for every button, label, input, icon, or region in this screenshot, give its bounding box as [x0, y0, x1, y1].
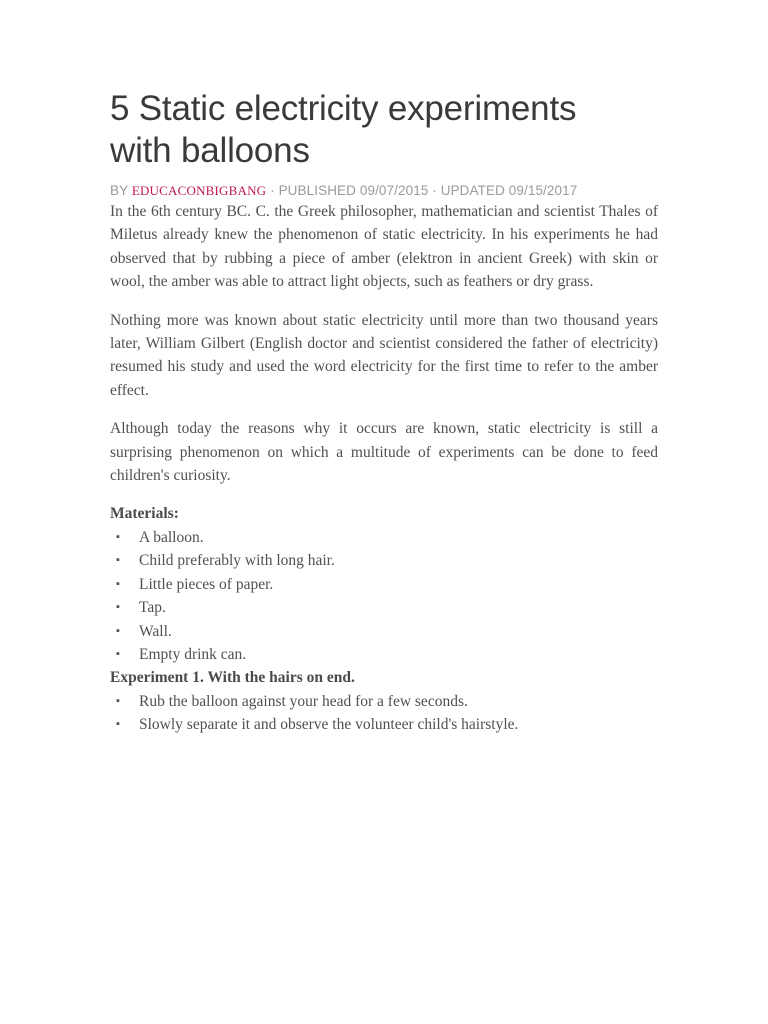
- list-item: [110, 526, 658, 549]
- bullet-icon: ▪: [116, 624, 120, 637]
- article-body: [110, 200, 658, 737]
- list-item: [110, 573, 658, 596]
- article: [110, 88, 658, 737]
- paragraph-3: Although today the reasons why it occurs are known, static electricity is still a surprising phenomenon on which a multitude of experiments can be done to feed children's curiosity.: [110, 420, 658, 485]
- list-item-text: Wall.: [139, 622, 172, 640]
- materials-heading: Materials:: [110, 505, 179, 523]
- experiment1-heading: Experiment 1. With the hairs on end.: [110, 669, 355, 687]
- list-item: [110, 596, 658, 619]
- list-item-text: Slowly separate it and observe the volunteer child's hairstyle.: [139, 716, 519, 734]
- article-title-line2: with balloons: [110, 131, 310, 170]
- bullet-icon: ▪: [116, 694, 120, 707]
- list-item-text: Tap.: [139, 599, 166, 617]
- article-byline: [110, 182, 658, 200]
- bullet-icon: ▪: [116, 647, 120, 660]
- list-item-text: Little pieces of paper.: [139, 575, 274, 593]
- list-item-text: Child preferably with long hair.: [139, 552, 335, 570]
- list-item: [110, 713, 658, 736]
- article-title-line1: 5 Static electricity experiments: [110, 89, 577, 128]
- bullet-icon: ▪: [116, 601, 120, 614]
- byline-dates: · PUBLISHED 09/07/2015 · UPDATED 09/15/2017: [266, 183, 578, 198]
- list-item: [110, 643, 658, 666]
- bullet-icon: ▪: [116, 554, 120, 567]
- author-link[interactable]: EDUCACONBIGBANG: [131, 183, 267, 198]
- experiment1-steps: [110, 690, 658, 737]
- byline-by: BY: [110, 183, 132, 198]
- list-item-text: A balloon.: [139, 528, 204, 546]
- list-item: [110, 690, 658, 713]
- paragraph-1: In the 6th century BC. C. the Greek philosopher, mathematician and scientist Thales of Miletus already knew the phenomenon of static electricity. In his experiments he had observed that by rubbing a piece of amber (elektron in ancient Greek) with skin or wool, the amber was able to attract light objects, such as feathers or dry grass.: [110, 203, 658, 291]
- article-title: [110, 88, 658, 172]
- list-item-text: Empty drink can.: [139, 645, 247, 663]
- bullet-icon: ▪: [116, 530, 120, 543]
- materials-list: [110, 526, 658, 666]
- bullet-icon: ▪: [116, 577, 120, 590]
- bullet-icon: ▪: [116, 718, 120, 731]
- list-item: [110, 549, 658, 572]
- list-item-text: Rub the balloon against your head for a few seconds.: [139, 692, 468, 710]
- list-item: [110, 620, 658, 643]
- paragraph-2: Nothing more was known about static electricity until more than two thousand years later, William Gilbert (English doctor and scientist considered the father of electricity) resumed his study and used the word electricity for the first time to refer to the amber effect.: [110, 311, 658, 399]
